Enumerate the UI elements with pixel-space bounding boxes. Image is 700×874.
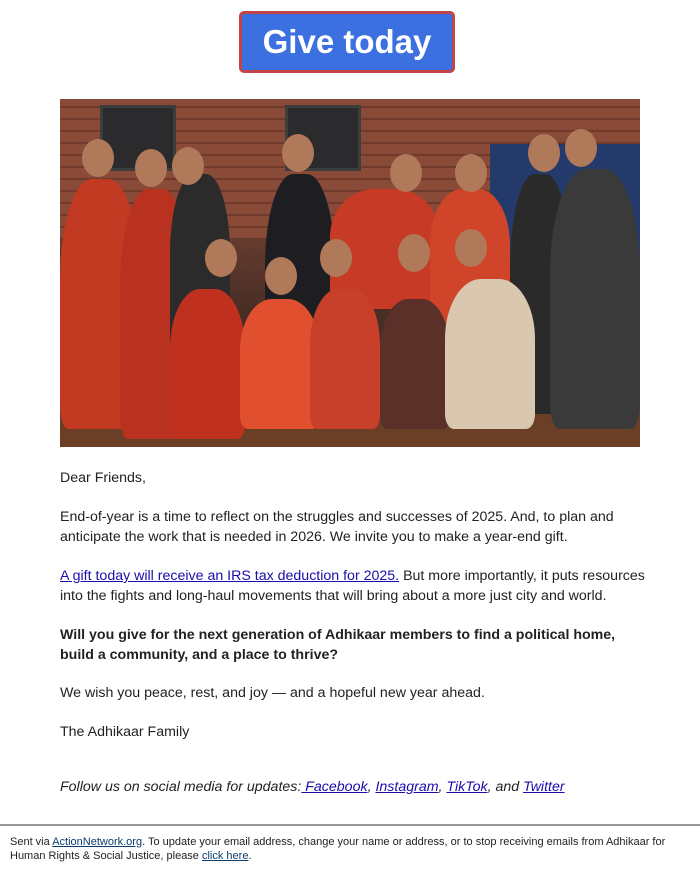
facebook-link[interactable]: Facebook [301,779,368,795]
footer-text: . To update your email address, change your name or address, or to stop receiving emails from Adhikaar for Human Rights & Social Justice, please [10,836,666,862]
separator: , and [487,779,524,795]
twitter-link[interactable]: Twitter [523,779,565,795]
unsubscribe-link[interactable]: click here [201,850,249,862]
social-links [60,777,650,797]
give-today-button[interactable]: Give today [239,11,455,73]
footer-end: . [248,850,252,862]
tax-deduction-link[interactable]: A gift today will receive an IRS tax deduction for 2025. [60,568,400,584]
footer-divider [0,824,700,826]
footer [10,835,690,863]
paragraph-reflect: End-of-year is a time to reflect on the struggles and successes of 2025. And, to plan and anticipate the work that is needed in 2026. We invite you to make a year-end gift. [60,509,614,545]
paragraph-wishes: We wish you peace, rest, and joy — and a hopeful new year ahead. [60,685,485,701]
group-photo [60,99,640,447]
separator: , [438,779,447,795]
footer-sent-via: Sent via [10,836,53,848]
paragraph-tax [60,566,650,606]
signature: The Adhikaar Family [60,724,190,740]
greeting: Dear Friends, [60,470,146,486]
instagram-link[interactable]: Instagram [375,779,439,795]
tiktok-link[interactable]: TikTok [446,779,488,795]
separator: , [367,779,376,795]
paragraph-tax-text: But more importantly, it puts resources into the fights and long-haul movements that will bring about a more just city and world. [60,568,645,604]
actionnetwork-link[interactable]: ActionNetwork.org [52,836,143,848]
social-prefix: Follow us on social media for updates: [60,779,302,795]
paragraph-ask: Will you give for the next generation of Adhikaar members to find a political home, build a community, and a place to thrive? [60,627,616,663]
